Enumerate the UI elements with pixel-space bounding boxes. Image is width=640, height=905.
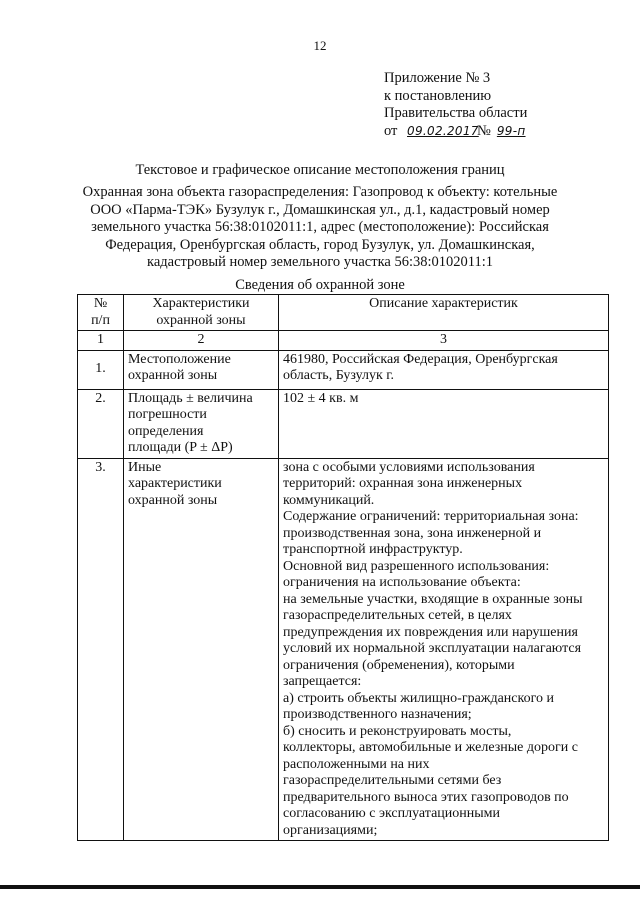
table-row [78,389,609,458]
appendix-line-3: Правительства области [384,105,528,121]
cell-text: а) строить объекты жилищно-гражданского и [283,690,554,706]
cell-text: коллекторы, автомобильные и железные дороги с [283,740,578,755]
column-index: 1 [78,331,124,351]
header-characteristics [124,295,279,331]
handwritten-date: 09.02.2017 [407,123,479,138]
column-index: 2 [124,331,279,351]
document-title: Текстовое и графическое описание местоположения границ [135,162,505,178]
cell-text: коммуникаций. [283,492,375,508]
cell-text: производственная зона, зона инженерной и [283,525,542,541]
header-text: № [93,296,108,311]
header-text: п/п [91,312,110,328]
row-characteristic [124,458,279,841]
cell-text: согласованию с эксплуатационными [283,806,501,821]
cell-text: Содержание ограничений: территориальная зона: [283,509,579,524]
row-description [279,389,609,458]
zone-description-line: Охранная зона объекта газораспределения: Газопровод к объекту: котельные [82,184,558,200]
cell-text: характеристики [128,476,222,491]
handwritten-number: 99-п [496,123,526,138]
appendix-line-2: к постановлению [384,87,492,104]
number-sign: № [477,122,491,139]
bottom-rule [0,885,640,889]
cell-text: зона с особыми условиями использования [283,459,535,475]
cell-text: предупреждения их повреждения или нарушения [283,624,578,640]
cell-text: на земельные участки, входящие в охранные зоны [283,591,583,607]
appendix-line-1: Приложение № 3 [384,70,491,86]
cell-text: охранной зоны [128,492,218,508]
cell-text: газораспределительных сетей, в целях [283,608,512,623]
zone-description-line: ООО «Парма-ТЭК» Бузулук г., Домашкинская ул., д.1, кадастровый номер [90,201,550,218]
header-text: охранной зоны [156,312,246,328]
cell-text: транспортной инфраструктур. [283,542,463,557]
row-number: 2. [78,389,124,458]
row-number: 1. [78,350,124,389]
cell-text: б) сносить и реконструировать мосты, [283,723,512,739]
cell-text: Местоположение [128,351,231,367]
table-row [78,458,609,841]
cell-text: погрешности [128,407,207,422]
table-row [78,350,609,389]
zone-description-line: кадастровый номер земельного участка 56:38:0102011:1 [147,254,493,270]
cell-text: Площадь ± величина [128,390,253,406]
page-number: 12 [313,38,327,53]
row-description [279,458,609,841]
header-description [279,295,609,331]
row-number: 3. [78,458,124,841]
appendix-date-line [384,123,547,141]
cell-text: газораспределительными сетями без [283,773,502,788]
cell-text: организациями; [283,822,378,838]
cell-text: производственного назначения; [283,707,472,722]
cell-text: расположенными на них [283,756,430,772]
cell-text: территорий: охранная зона инженерных [283,476,523,491]
cell-text: 461980, Российская Федерация, Оренбургская [283,351,558,367]
row-characteristic [124,350,279,389]
cell-text: ограничения (обременения), которыми [283,657,515,673]
cell-text: площади (P ± ΔP) [128,440,233,455]
zone-description-line: Федерация, Оренбургская область, город Бузулук, ул. Домашкинская, [105,236,535,253]
row-characteristic [124,389,279,458]
table-title: Сведения об охранной зоне [235,277,405,293]
table-index-row [78,331,609,351]
cell-text: определения [128,423,204,439]
date-prefix: от [384,122,398,139]
zone-description [60,184,580,272]
cell-text: охранной зоны [128,368,218,383]
table-header-row [78,295,609,331]
zone-info-table [77,294,609,841]
column-index: 3 [279,331,609,351]
header-number [78,295,124,331]
cell-text: запрещается: [283,674,362,689]
cell-text: область, Бузулук г. [283,368,394,383]
cell-text: ограничения на использование объекта: [283,575,521,590]
cell-text: предварительного выноса этих газопроводов по [283,789,569,805]
header-text: Описание характеристик [369,296,518,311]
appendix-block [384,70,547,140]
zone-description-line: земельного участка 56:38:0102011:1, адрес (местоположение): Российская [91,219,549,235]
cell-text: 102 ± 4 кв. м [283,390,359,406]
header-text: Характеристики [152,296,250,311]
cell-text: условий их нормальной эксплуатации налагаются [283,641,582,656]
row-description [279,350,609,389]
cell-text: Иные [128,459,162,475]
cell-text: Основной вид разрешенного использования: [283,558,550,574]
